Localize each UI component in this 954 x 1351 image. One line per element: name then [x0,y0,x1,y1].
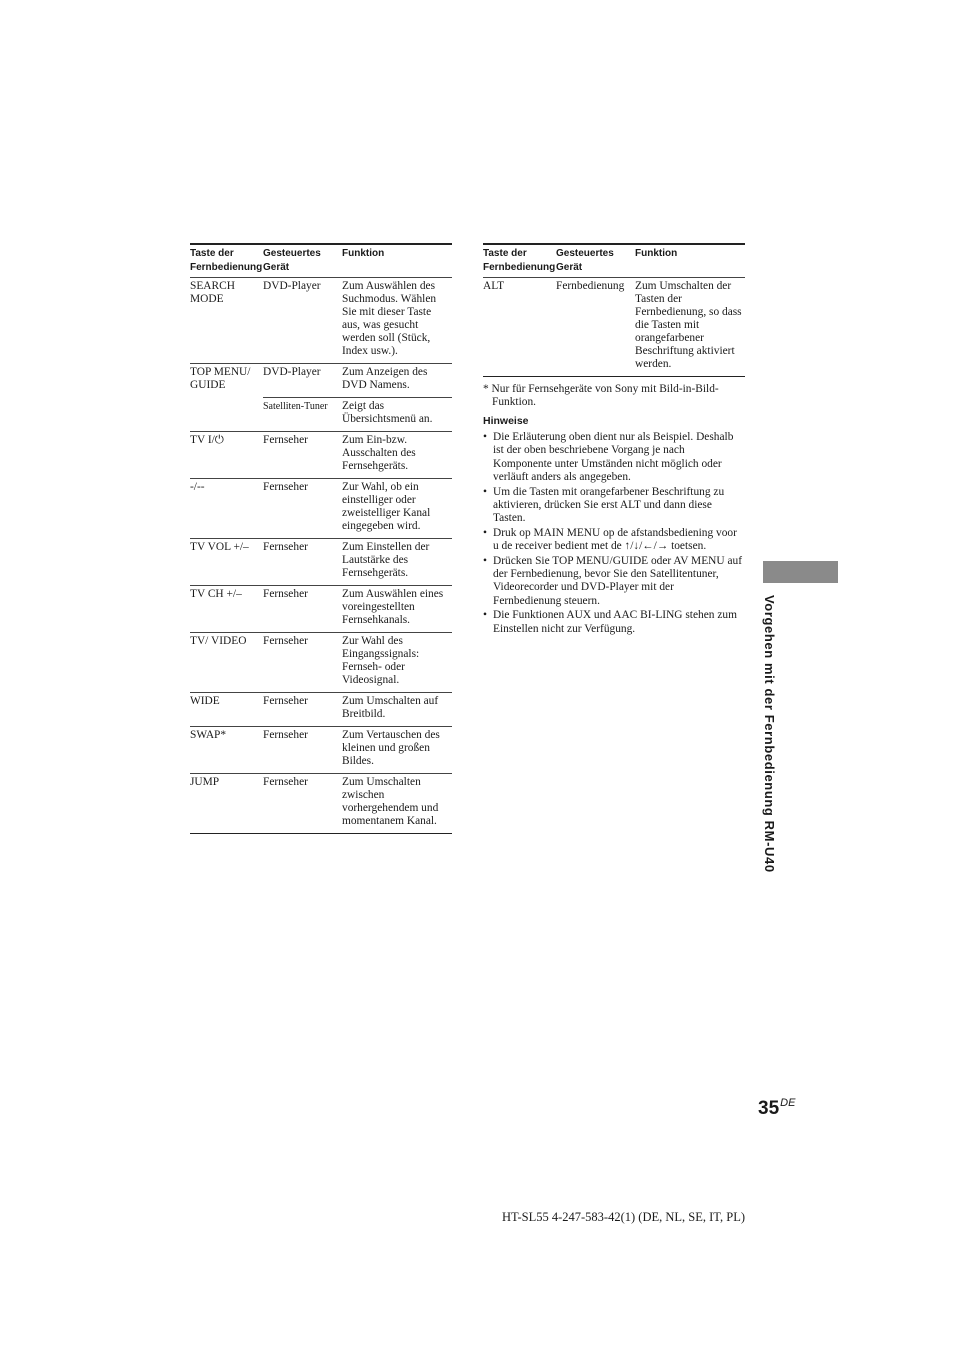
cell-function: Zum Umschalten auf Breitbild. [342,693,452,727]
cell-key: -/-- [190,479,263,539]
table-row [190,364,452,398]
footnote: * Nur für Fernsehgeräte von Sony mit Bild-in-Bild-Funktion. [483,383,719,409]
cell-function: Zum Umschalten zwischen vorhergehendem und momentanem Kanal. [342,774,452,834]
cell-function: Zum Einstellen der Lautstärke des Fernsehgeräts. [342,539,452,586]
cell-key: SEARCH MODE [190,278,263,364]
cell-device: Fernseher [263,586,342,633]
hinweise-heading: Hinweise [483,415,529,427]
list-item: • Die Erläuterung oben dient nur als Beispiel. Deshalb ist der oben beschriebene Vorgang je nach Komponente unter Umständen nicht möglich oder verläuft anders als angegeben. [483,431,745,485]
cell-device: Fernseher [263,539,342,586]
table-row [190,633,452,693]
table-row [190,586,452,633]
document-footer: HT-SL55 4-247-583-42(1) (DE, NL, SE, IT, PL) [501,1210,745,1224]
table-header-row [483,244,745,278]
cell-key: WIDE [190,693,263,727]
cell-function: Zeigt das Übersichtsmenü an. [342,398,452,432]
cell-function: Zum Umschalten der Tasten der Fernbedienung, so dass die Tasten mit orangefarbener Beschriftung aktiviert werden. [635,278,745,377]
cell-key: TOP MENU/ GUIDE [190,364,263,432]
cell-function: Zum Auswählen eines voreingestellten Fernsehkanals. [342,586,452,633]
cell-device: Fernseher [263,432,342,479]
cell-key: JUMP [190,774,263,834]
cell-function: Zum Vertauschen des kleinen und großen Bildes. [342,727,452,774]
cell-function: Zur Wahl des Eingangssignals: Fernseh- oder Videosignal. [342,633,452,693]
side-section-title-text: Vorgehen mit der Fernbedienung RM-U40 [762,595,777,873]
cell-key: ALT [483,278,556,377]
cell-key: TV CH +/– [190,586,263,633]
table-row [190,693,452,727]
table-row [190,432,452,479]
remote-key-table-right [483,243,745,377]
section-tab-marker [763,561,838,583]
cell-function: Zur Wahl, ob ein einstelliger oder zweistelliger Kanal eingegeben wird. [342,479,452,539]
side-section-title [745,595,801,925]
header-function: Funktion [342,244,452,278]
hinweise-list [483,431,745,637]
table-row [190,479,452,539]
cell-key: TV I/⏻ [190,432,263,479]
cell-device: Fernseher [263,633,342,693]
header-key: Taste der Fernbedienung [190,244,263,278]
cell-device: DVD-Player [263,364,342,398]
cell-function: Zum Ein-bzw. Ausschalten des Fernsehgeräts. [342,432,452,479]
header-key: Taste der Fernbedienung [483,244,556,278]
header-device: Gesteuertes Gerät [263,244,342,278]
table-header-row [190,244,452,278]
list-item: • Drücken Sie TOP MENU/GUIDE oder AV MENU auf der Fernbedienung, bevor Sie den Satellitentuner, Videorecorder und DVD-Player mit der Fernbedienung steuern. [483,555,745,609]
page-number-value: 35 [758,1098,780,1119]
cell-device: Fernseher [263,774,342,834]
cell-device: Fernseher [263,479,342,539]
list-item: • Um die Tasten mit orangefarbener Beschriftung zu aktivieren, drücken Sie erst ALT und dann diese Tasten. [483,486,745,526]
table-row [190,727,452,774]
list-item: • Die Funktionen AUX und AAC BI-LING stehen zum Einstellen nicht zur Verfügung. [483,609,745,636]
table-row [190,774,452,834]
cell-key: TV VOL +/– [190,539,263,586]
cell-device: Satelliten-Tuner [263,398,342,432]
table-row [483,278,745,377]
list-item: • Druk op MAIN MENU op de afstandsbediening voor u de receiver bedient met de ↑/↓/←/→ toetsen. [483,527,745,554]
header-device: Gesteuertes Gerät [556,244,635,278]
page-language: DE [780,1097,796,1109]
cell-function: Zum Auswählen des Suchmodus. Wählen Sie mit dieser Taste aus, was gesucht werden soll (Stück, Index usw.). [342,278,452,364]
remote-key-table-left [190,243,452,834]
header-function: Funktion [635,244,745,278]
cell-device: DVD-Player [263,278,342,364]
cell-key: TV/ VIDEO [190,633,263,693]
table-row [190,278,452,364]
page-number [758,1097,795,1120]
cell-function: Zum Anzeigen des DVD Namens. [342,364,452,398]
cell-device: Fernseher [263,693,342,727]
cell-key: SWAP* [190,727,263,774]
cell-device: Fernbedienung [556,278,635,377]
cell-device: Fernseher [263,727,342,774]
table-row [190,539,452,586]
